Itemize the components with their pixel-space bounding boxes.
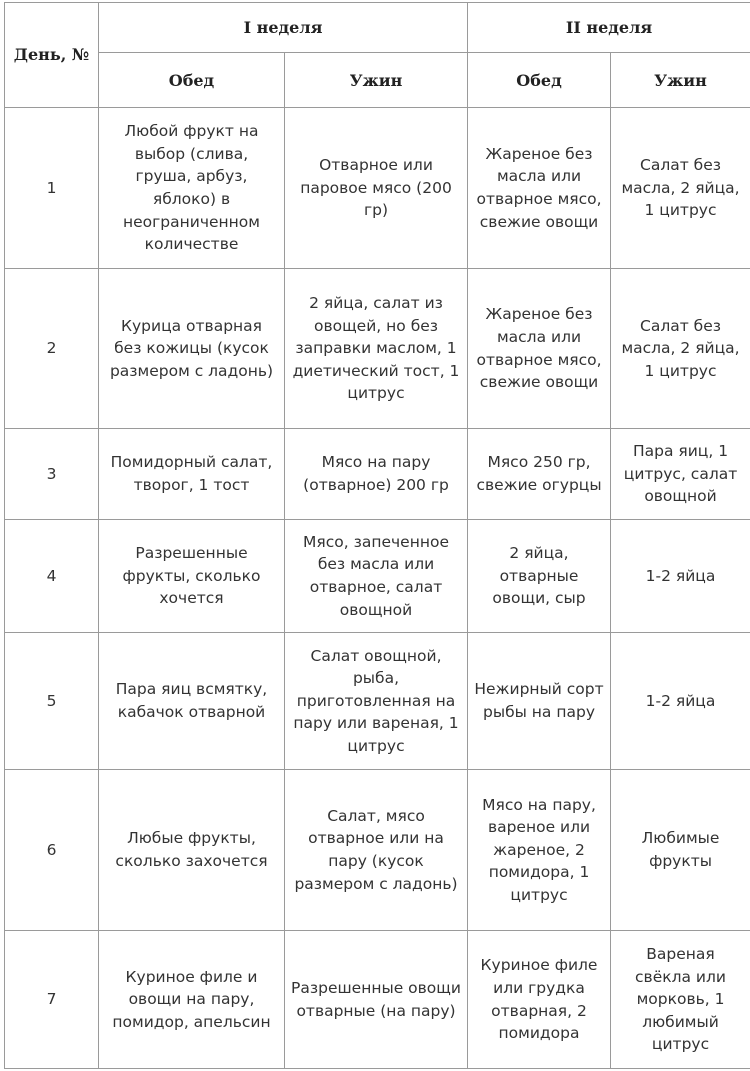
week2-lunch-cell: Мясо 250 гр, свежие огурцы [468,429,611,520]
week2-dinner-cell: 1-2 яйца [611,520,750,633]
table-row [5,269,750,429]
header-week-1: I неделя [99,3,468,53]
week1-lunch-cell: Помидорный салат, творог, 1 тост [99,429,285,520]
table-row [5,520,750,633]
week2-lunch-cell: Жареное без масла или отварное мясо, свежие овощи [468,269,611,429]
week1-lunch-cell: Курица отварная без кожицы (кусок размером с ладонь) [99,269,285,429]
week1-lunch-cell: Куриное филе и овощи на пару, помидор, апельсин [99,931,285,1069]
week1-lunch-cell: Любые фрукты, сколько захочется [99,770,285,931]
week1-dinner-cell: Мясо, запеченное без масла или отварное, салат овощной [285,520,468,633]
header-day: День, № [5,3,99,108]
day-number: 5 [5,633,99,770]
week2-dinner-cell: Салат без масла, 2 яйца, 1 цитрус [611,269,750,429]
week2-dinner-cell: Пара яиц, 1 цитрус, салат овощной [611,429,750,520]
week1-dinner-cell: Салат овощной, рыба, приготовленная на пару или вареная, 1 цитрус [285,633,468,770]
diet-table [4,2,750,1069]
header-week1-lunch: Обед [99,53,285,108]
header-week-2: II неделя [468,3,750,53]
week1-dinner-cell: Салат, мясо отварное или на пару (кусок размером с ладонь) [285,770,468,931]
day-number: 4 [5,520,99,633]
week2-lunch-cell: Нежирный сорт рыбы на пару [468,633,611,770]
day-number: 2 [5,269,99,429]
week1-lunch-cell: Разрешенные фрукты, сколько хочется [99,520,285,633]
week2-lunch-cell: Жареное без масла или отварное мясо, свежие овощи [468,108,611,269]
header-row-meals [5,53,750,108]
week1-dinner-cell: Разрешенные овощи отварные (на пару) [285,931,468,1069]
header-week1-dinner: Ужин [285,53,468,108]
day-number: 6 [5,770,99,931]
week2-dinner-cell: Вареная свёкла или морковь, 1 любимый цитрус [611,931,750,1069]
table-row [5,429,750,520]
week1-dinner-cell: Мясо на пару (отварное) 200 гр [285,429,468,520]
table-row [5,633,750,770]
week2-dinner-cell: Любимые фрукты [611,770,750,931]
week1-lunch-cell: Любой фрукт на выбор (слива, груша, арбуз, яблоко) в неограниченном количестве [99,108,285,269]
week2-dinner-cell: 1-2 яйца [611,633,750,770]
week1-dinner-cell: Отварное или паровое мясо (200 гр) [285,108,468,269]
week1-lunch-cell: Пара яиц всмятку, кабачок отварной [99,633,285,770]
day-number: 3 [5,429,99,520]
table-row [5,108,750,269]
week2-dinner-cell: Салат без масла, 2 яйца, 1 цитрус [611,108,750,269]
week2-lunch-cell: Мясо на пару, вареное или жареное, 2 помидора, 1 цитрус [468,770,611,931]
header-row-weeks [5,3,750,53]
day-number: 7 [5,931,99,1069]
day-number: 1 [5,108,99,269]
table-row [5,770,750,931]
header-week2-dinner: Ужин [611,53,750,108]
week1-dinner-cell: 2 яйца, салат из овощей, но без заправки маслом, 1 диетический тост, 1 цитрус [285,269,468,429]
table-row [5,931,750,1069]
week2-lunch-cell: Куриное филе или грудка отварная, 2 помидора [468,931,611,1069]
diet-table-container [4,2,750,1069]
week2-lunch-cell: 2 яйца, отварные овощи, сыр [468,520,611,633]
header-week2-lunch: Обед [468,53,611,108]
